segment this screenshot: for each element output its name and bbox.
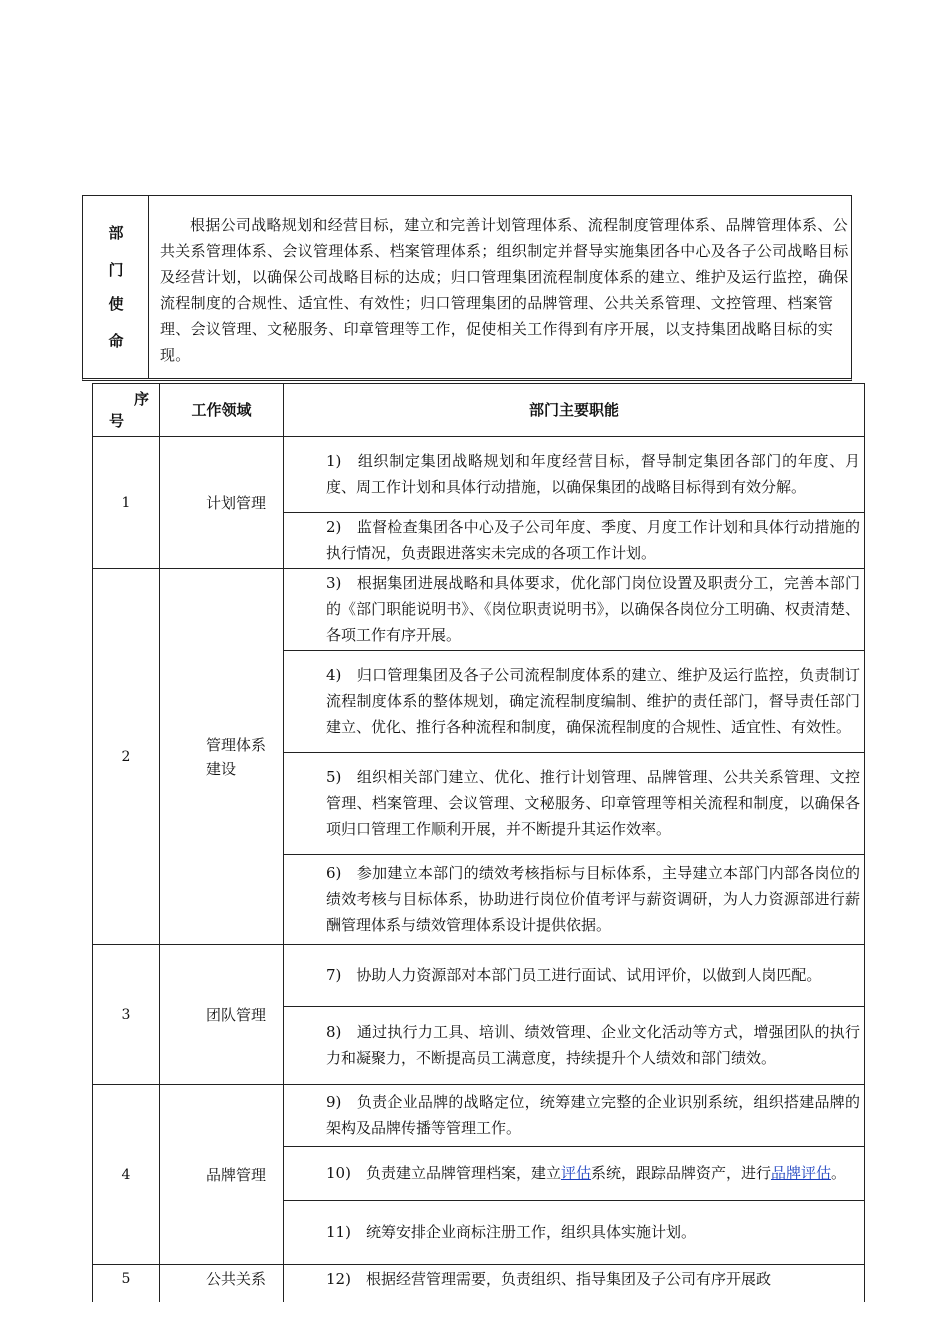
table-row <box>93 1085 865 1147</box>
area-cell: 品牌管理 <box>160 1085 284 1265</box>
duty-cell: 2) 监督检查集团各中心及子公司年度、季度、月度工作计划和具体行动措施的执行情况，负责跟进落实未完成的各项工作计划。 <box>284 513 865 569</box>
area-cell: 团队管理 <box>160 945 284 1085</box>
duty-cell: 8) 通过执行力工具、培训、绩效管理、企业文化活动等方式，增强团队的执行力和凝聚力，不断提高员工满意度，持续提升个人绩效和部门绩效。 <box>284 1007 865 1085</box>
area-cell: 计划管理 <box>160 437 284 569</box>
seq-cell: 5 <box>93 1265 160 1303</box>
table-row <box>93 945 865 1007</box>
mission-text: 根据公司战略规划和经营目标，建立和完善计划管理体系、流程制度管理体系、品牌管理体系、公共关系管理体系、会议管理体系、档案管理体系；组织制定并督导实施集团各中心及各子公司战略目标及经营计划，以确保公司战略目标的达成；归口管理集团流程制度体系的建立、维护及运行监控，确保流程制度的合规性、适宜性、有效性；归口管理集团的品牌管理、公共关系管理、文控管理、档案管理、会议管理、文秘服务、印章管理等工作，促使相关工作得到有序开展，以支持集团战略目标的实现。 <box>160 216 849 364</box>
header-area: 工作领域 <box>160 384 284 437</box>
duty-text: 。 <box>831 1164 847 1182</box>
mission-label-char: 使 <box>108 295 124 313</box>
department-mission-box <box>82 195 852 381</box>
duties-table <box>92 383 865 1302</box>
area-cell: 公共关系 <box>160 1265 284 1303</box>
duty-text: 10) 负责建立品牌管理档案，建立 <box>326 1164 561 1182</box>
duty-cell <box>284 1147 865 1201</box>
duty-cell: 3) 根据集团进展战略和具体要求，优化部门岗位设置及职责分工，完善本部门的《部门职能说明书》、《岗位职责说明书》，以确保各岗位分工明确、权责清楚、各项工作有序开展。 <box>284 569 865 651</box>
mission-label-char: 命 <box>108 332 124 350</box>
seq-cell: 1 <box>93 437 160 569</box>
link-brand-evaluation[interactable]: 品牌评估 <box>770 1164 831 1182</box>
table-row <box>93 1265 865 1303</box>
table-header-row <box>93 384 865 437</box>
duty-text: 系统，跟踪品牌资产，进行 <box>590 1164 771 1182</box>
table-row <box>93 569 865 651</box>
header-seq <box>93 384 160 437</box>
duty-cell: 4) 归口管理集团及各子公司流程制度体系的建立、维护及运行监控，负责制订流程制度体系的整体规划，确定流程制度编制、维护的责任部门，督导责任部门建立、优化、推行各种流程和制度，确保流程制度的合规性、适宜性、有效性。 <box>284 651 865 753</box>
area-cell: 管理体系建设 <box>160 569 284 945</box>
duty-cell: 9) 负责企业品牌的战略定位，统筹建立完整的企业识别系统，组织搭建品牌的架构及品牌传播等管理工作。 <box>284 1085 865 1147</box>
link-evaluation[interactable]: 评估 <box>560 1164 591 1182</box>
header-seq-char: 号 <box>109 412 125 430</box>
header-seq-char: 序 <box>133 390 149 408</box>
duty-cell: 11) 统筹安排企业商标注册工作，组织具体实施计划。 <box>284 1201 865 1265</box>
table-row <box>93 437 865 513</box>
seq-cell: 3 <box>93 945 160 1085</box>
duty-cell: 1) 组织制定集团战略规划和年度经营目标，督导制定集团各部门的年度、月度、周工作计划和具体行动措施，以确保集团的战略目标得到有效分解。 <box>284 437 865 513</box>
mission-label-char: 门 <box>108 261 124 279</box>
duty-cell: 7) 协助人力资源部对本部门员工进行面试、试用评价，以做到人岗匹配。 <box>284 945 865 1007</box>
duty-cell: 5) 组织相关部门建立、优化、推行计划管理、品牌管理、公共关系管理、文控管理、档案管理、会议管理、文秘服务、印章管理等相关流程和制度，以确保各项归口管理工作顺利开展，并不断提升其运作效率。 <box>284 753 865 855</box>
header-duty: 部门主要职能 <box>284 384 865 437</box>
mission-label-char: 部 <box>108 224 124 242</box>
seq-cell: 4 <box>93 1085 160 1265</box>
duty-cell: 6) 参加建立本部门的绩效考核指标与目标体系，主导建立本部门内部各岗位的绩效考核与目标体系，协助进行岗位价值考评与薪资调研，为人力资源部进行薪酬管理体系与绩效管理体系设计提供依据。 <box>284 855 865 945</box>
duty-cell: 12) 根据经营管理需要，负责组织、指导集团及子公司有序开展政 <box>284 1265 865 1303</box>
seq-cell: 2 <box>93 569 160 945</box>
mission-label-cell <box>83 196 149 378</box>
